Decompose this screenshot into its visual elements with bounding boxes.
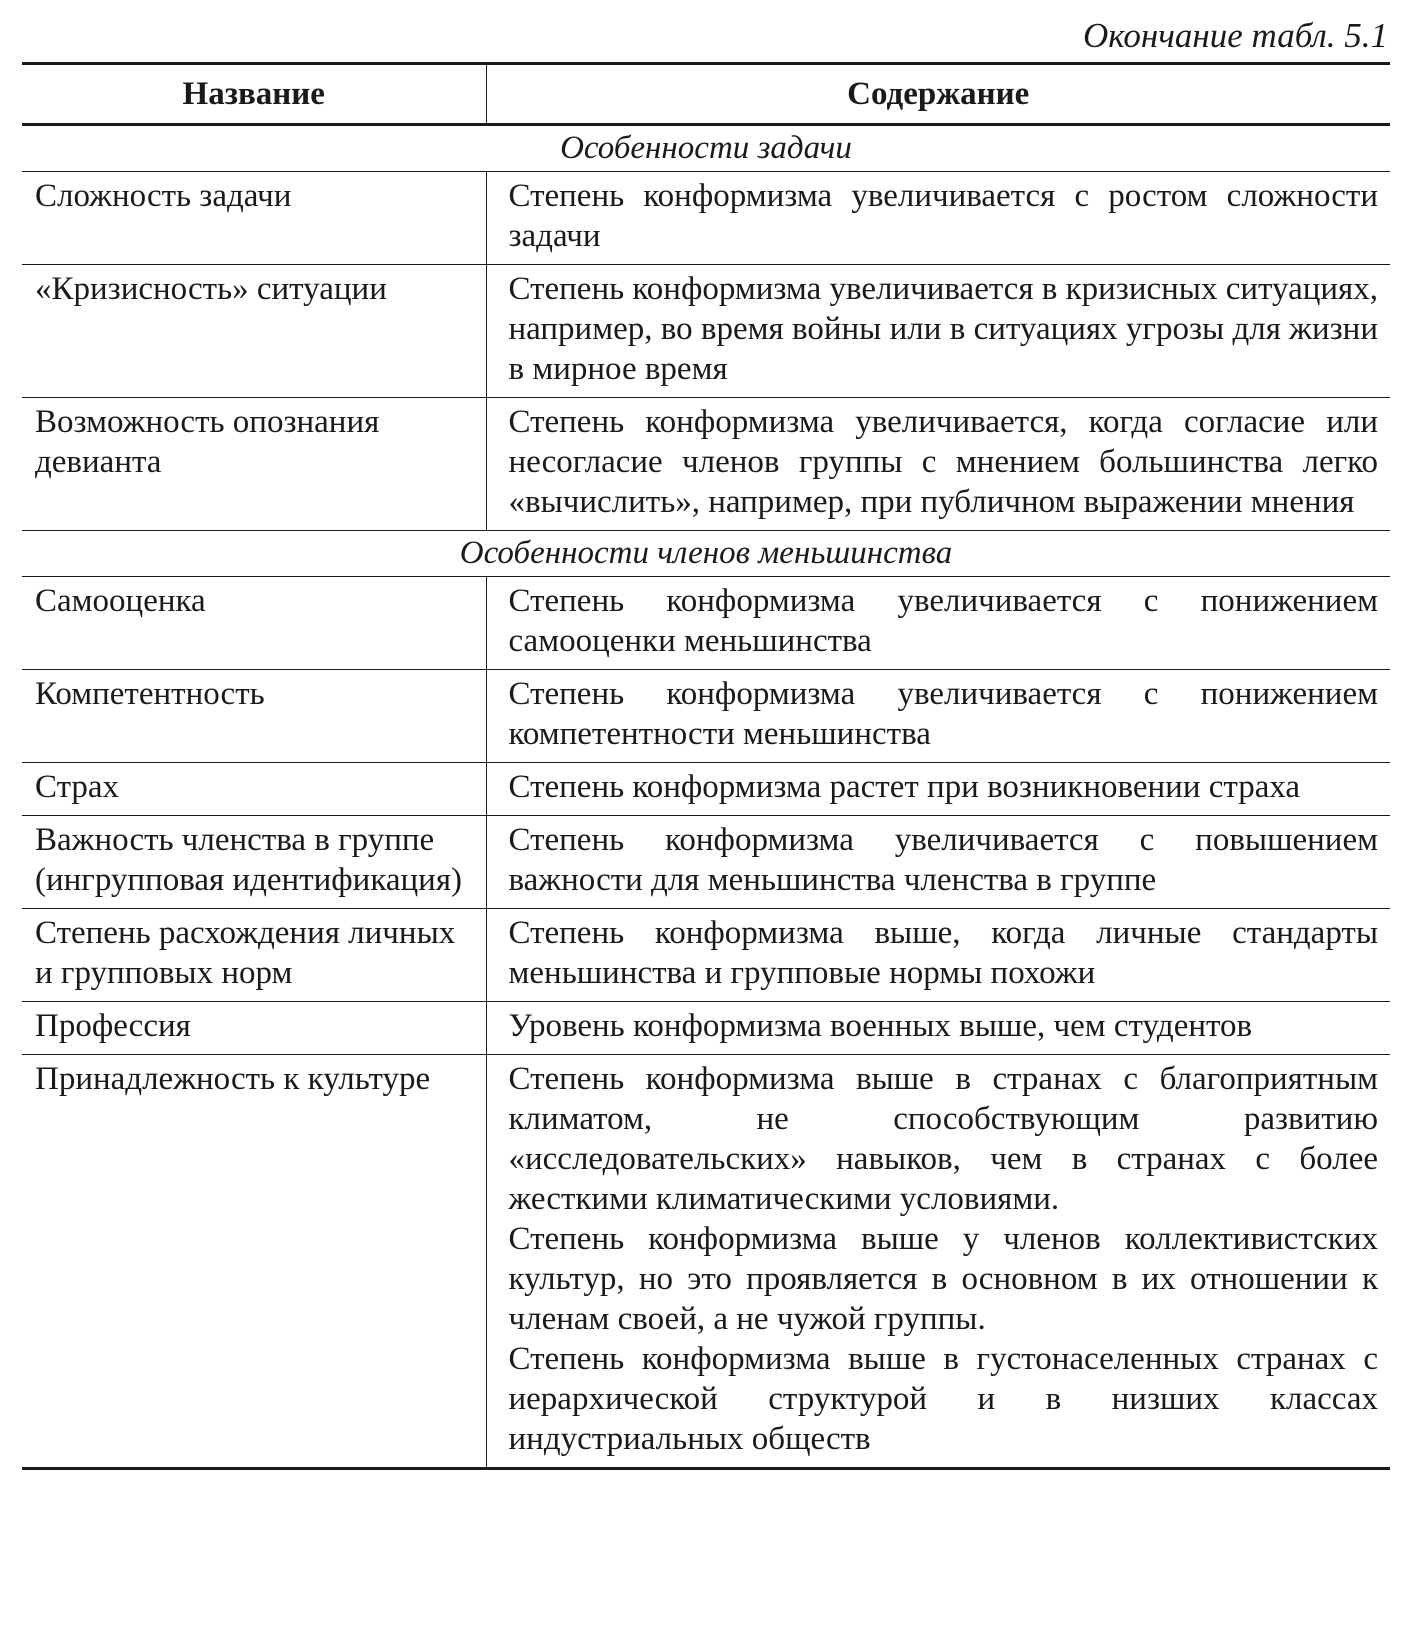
content-paragraph: Степень конформизма увеличивается с ростом сложности задачи xyxy=(508,178,1378,254)
row-name: «Кризисность» ситуации xyxy=(22,265,486,398)
table-row xyxy=(22,670,1390,763)
row-content xyxy=(486,670,1390,763)
row-content xyxy=(486,1002,1390,1055)
row-name: Сложность задачи xyxy=(22,172,486,265)
table-row xyxy=(22,1055,1390,1469)
table-row xyxy=(22,265,1390,398)
content-paragraph: Степень конформизма выше в густонаселенных странах с иерархической структурой и в низших классах индустриальных обществ xyxy=(508,1341,1378,1457)
row-content xyxy=(486,398,1390,531)
content-paragraph: Степень конформизма выше, когда личные стандарты меньшинства и групповые нормы похожи xyxy=(508,915,1378,991)
table-row xyxy=(22,398,1390,531)
row-content xyxy=(486,1055,1390,1469)
section-row xyxy=(22,531,1390,577)
table-row xyxy=(22,577,1390,670)
table-caption: Окончание табл. 5.1 xyxy=(1083,16,1388,55)
row-content xyxy=(486,265,1390,398)
row-name: Самооценка xyxy=(22,577,486,670)
content-paragraph: Степень конформизма увеличивается, когда согласие или несогласие членов группы с мнением большинства легко «вычислить», например, при публичном выражении мнения xyxy=(508,404,1378,520)
table-row xyxy=(22,1002,1390,1055)
content-paragraph: Степень конформизма увеличивается с повышением важности для меньшинства членства в группе xyxy=(508,822,1378,898)
row-name: Страх xyxy=(22,763,486,816)
table-row xyxy=(22,909,1390,1002)
row-name: Профессия xyxy=(22,1002,486,1055)
row-name: Компетентность xyxy=(22,670,486,763)
section-title: Особенности членов меньшинства xyxy=(22,531,1390,577)
content-paragraph: Степень конформизма увеличивается в кризисных ситуациях, например, во время войны или в ситуациях угрозы для жизни в мирное время xyxy=(508,271,1378,387)
row-content xyxy=(486,577,1390,670)
row-content xyxy=(486,816,1390,909)
row-name: Возможность опознания девианта xyxy=(22,398,486,531)
row-name: Важность членства в группе (ингрупповая идентификация) xyxy=(22,816,486,909)
table-row xyxy=(22,763,1390,816)
header-content: Содержание xyxy=(486,64,1390,125)
section-row xyxy=(22,125,1390,172)
content-paragraph: Степень конформизма выше у членов коллективистских культур, но это проявляется в основном в их отношении к членам своей, а не чужой группы. xyxy=(508,1221,1378,1337)
table-body xyxy=(22,125,1390,1469)
section-title: Особенности задачи xyxy=(22,125,1390,172)
content-paragraph: Степень конформизма увеличивается с понижением самооценки меньшинства xyxy=(508,583,1378,659)
content-paragraph: Степень конформизма выше в странах с благоприятным климатом, не способствующим развитию «исследовательских» навыков, чем в странах с более жесткими климатическими условиями. xyxy=(508,1061,1378,1217)
conformity-table xyxy=(22,62,1390,1470)
row-name: Принадлежность к культуре xyxy=(22,1055,486,1469)
table-row xyxy=(22,816,1390,909)
content-paragraph: Уровень конформизма военных выше, чем студентов xyxy=(508,1008,1253,1044)
header-row xyxy=(22,64,1390,125)
row-content xyxy=(486,763,1390,816)
row-content xyxy=(486,909,1390,1002)
content-paragraph: Степень конформизма увеличивается с понижением компетентности меньшинства xyxy=(508,676,1378,752)
row-content xyxy=(486,172,1390,265)
content-paragraph: Степень конформизма растет при возникновении страха xyxy=(508,769,1301,805)
page xyxy=(22,0,1390,1470)
row-name: Степень расхождения личных и групповых норм xyxy=(22,909,486,1002)
header-name: Название xyxy=(22,64,486,125)
table-row xyxy=(22,172,1390,265)
